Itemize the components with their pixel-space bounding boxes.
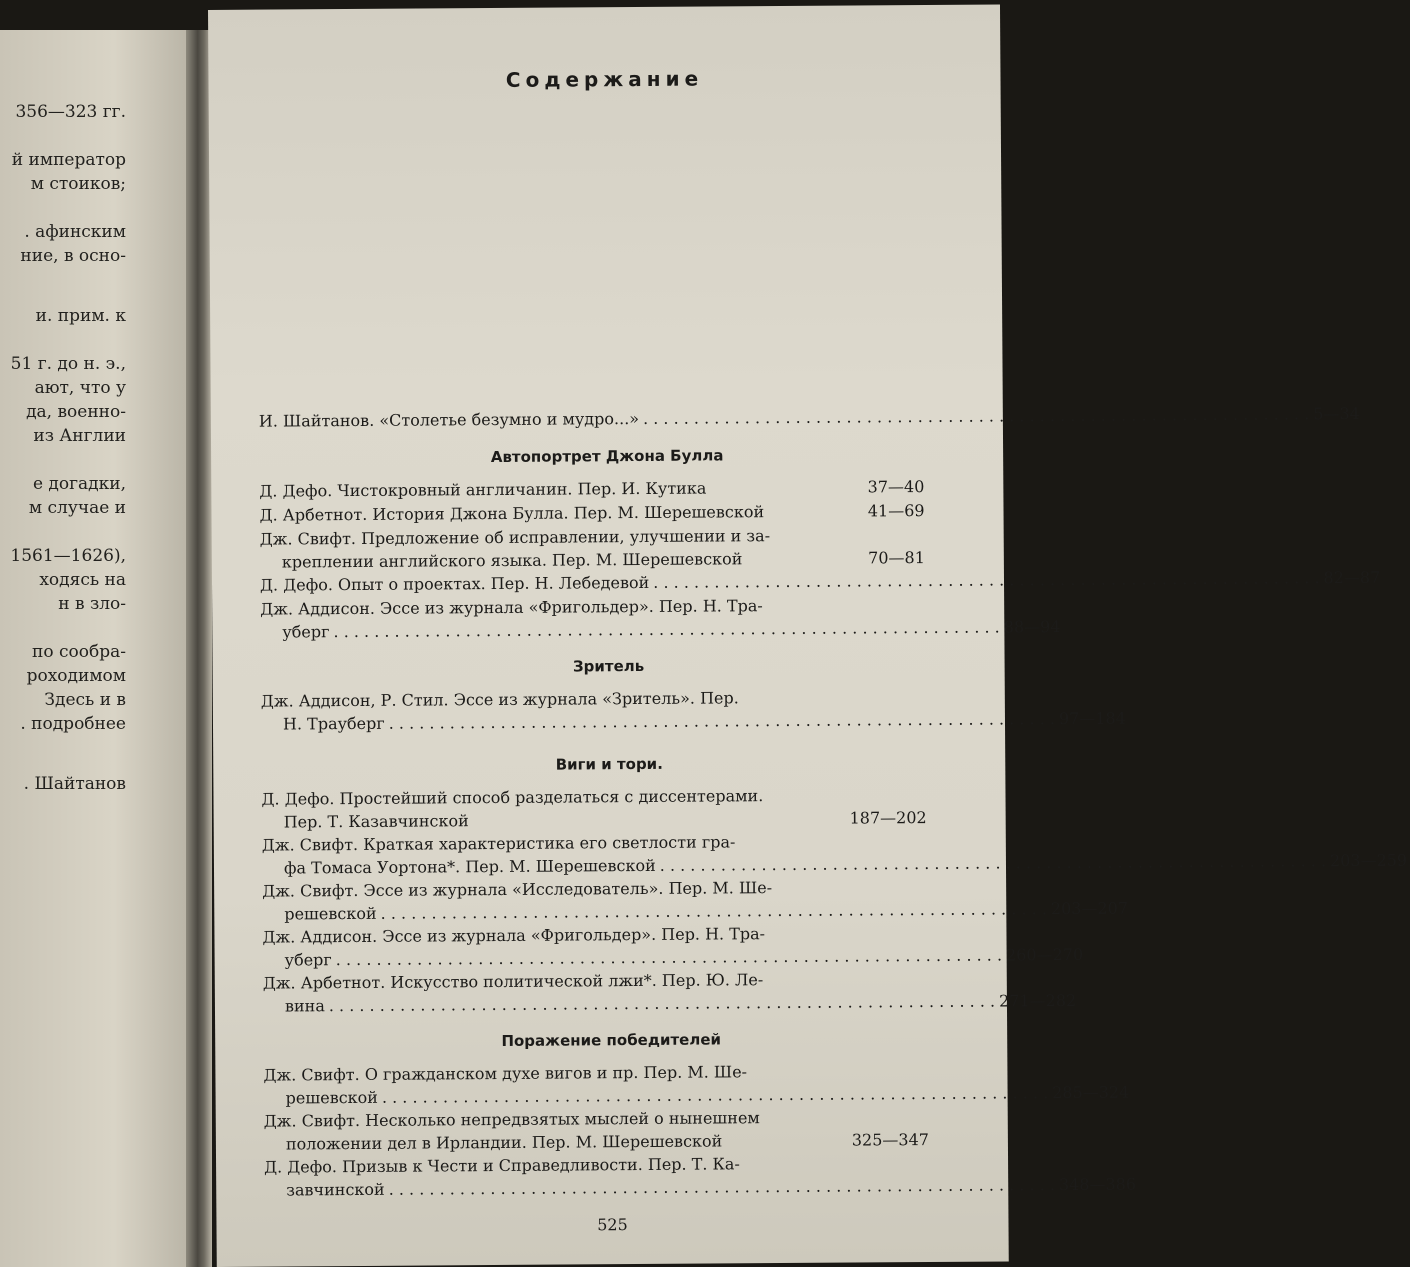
left-page-line: й император: [11, 150, 126, 170]
entry-pages: 260—270: [1005, 944, 1084, 965]
dot-leader: [381, 897, 1047, 925]
entry-text-line: Дж. Свифт. О гражданском духе вигов и пр. Пер. М. Ше-: [263, 1062, 748, 1085]
page-number: 525: [597, 1215, 628, 1235]
left-page: [0, 30, 190, 1267]
entry-text-line: Дж. Свифт. Эссе из журнала «Исследователь». Пер. М. Ше-: [262, 878, 773, 901]
book-gutter: [186, 30, 212, 1267]
dot-leader: [329, 990, 995, 1018]
leader-gap: [706, 492, 867, 493]
toc-entry: [259, 567, 1381, 597]
right-page: [208, 4, 1408, 1266]
left-page-line: . подробнее: [20, 714, 126, 734]
entry-text-line: уберг: [282, 622, 330, 642]
left-page-line: . афинским: [24, 222, 126, 242]
entry-text-line: вина: [284, 996, 325, 1016]
entry-pages: 203—259: [1329, 850, 1408, 871]
entry-text-line: положении дел в Ирландии. Пер. М. Шерешевской: [285, 1131, 723, 1154]
toc-entry: [261, 783, 926, 834]
entry-text-line: Дж. Аддисон, Р. Стил. Эссе из журнала «Зритель». Пер.: [260, 688, 739, 711]
entry-text-line: Д. Арбетнот. История Джона Булла. Пер. М. Шерешевской: [259, 502, 765, 525]
toc-entry: [260, 685, 1126, 736]
entry-pages: 187—202: [849, 808, 927, 828]
left-page-line: ают, что у: [34, 378, 126, 398]
section-heading: Виги и тори.: [555, 754, 663, 774]
entry-pages: 82—87: [1323, 567, 1381, 588]
left-page-line: м случае и: [28, 498, 126, 518]
entry-text-line: Дж. Аддисон. Эссе из журнала «Фригольдер». Пер. Н. Тра-: [260, 596, 763, 619]
entry-pages: 285—324: [1052, 1082, 1130, 1103]
intro-title: И. Шайтанов. «Столетье безумно и мудро...»: [258, 409, 640, 431]
left-page-line: ние, в осно-: [20, 246, 126, 266]
leader-gap: [469, 824, 850, 827]
section-heading: Автопортрет Джона Булла: [490, 446, 724, 467]
entry-text-line: Д. Дефо. Призыв к Чести и Справедливости. Пер. Т. Ка-: [264, 1154, 740, 1177]
toc-entry: [260, 593, 1061, 644]
toc-entry: [259, 499, 924, 527]
left-page-line: 51 г. до н. э.,: [10, 354, 126, 374]
toc-entry: [261, 829, 1408, 880]
left-page-line: по сообра-: [32, 642, 126, 662]
toc-entry: [259, 475, 924, 503]
entry-pages: 325—347: [851, 1129, 929, 1150]
entry-text-line: уберг: [284, 950, 332, 970]
dot-leader: [643, 402, 1309, 430]
entry-pages: 70—81: [868, 548, 925, 568]
toc-entry: [260, 523, 925, 574]
entry-text-line: Пер. Т. Казавчинской: [283, 811, 469, 832]
left-page-line: Здесь и в: [44, 690, 126, 710]
entry-text-line: завчинской: [286, 1179, 385, 1200]
left-page-line: из Англии: [33, 426, 126, 446]
entry-text-line: креплении английского языка. Пер. М. Шерешевской: [281, 549, 743, 572]
left-page-line: да, военно-: [26, 402, 126, 422]
section-heading: Зритель: [572, 656, 645, 676]
left-page-line: . Шайтанов: [23, 774, 126, 794]
left-page-line: н в зло-: [58, 594, 126, 614]
entry-text-line: Дж. Арбетнот. Искусство политической лжи*. Пер. Ю. Ле-: [262, 970, 764, 993]
entry-text-line: Д. Дефо. Чистокровный англичанин. Пер. И. Кутика: [259, 478, 707, 501]
entry-pages: 97—184: [1058, 708, 1126, 729]
left-page-line: м стоиков;: [30, 174, 126, 194]
intro-pages: 5—34: [1313, 403, 1360, 424]
page-title: Содержание: [505, 66, 704, 92]
left-page-line: е догадки,: [32, 474, 126, 494]
entry-pages: 88—94: [1003, 617, 1061, 637]
entry-pages: 271—282: [999, 990, 1077, 1011]
section-heading: Поражение победителей: [501, 1030, 722, 1050]
entry-pages: 41—69: [867, 501, 925, 521]
dot-leader: [389, 707, 1055, 735]
entry-text-line: Н. Трауберг: [282, 713, 385, 734]
entry-text-line: Д. Дефо. Опыт о проектах. Пер. Н. Лебедевой: [259, 572, 650, 595]
intro-entry: [258, 403, 1360, 433]
toc-entry: [264, 1105, 929, 1156]
toc-entry: [263, 1059, 1130, 1110]
dot-leader: [660, 849, 1326, 877]
dot-leader: [389, 1173, 1055, 1201]
left-page-line: 356—323 гг.: [15, 102, 126, 122]
leader-gap: [722, 1146, 852, 1147]
entry-text-line: Дж. Свифт. Несколько непредвзятых мыслей о нынешнем: [263, 1108, 760, 1131]
toc-entry: [264, 1151, 1137, 1202]
dot-leader: [382, 1081, 1048, 1109]
entry-text-line: решевской: [284, 903, 377, 924]
left-page-line: ходясь на: [39, 570, 126, 590]
leader-gap: [764, 516, 868, 517]
entry-text-line: фа Томаса Уортона*. Пер. М. Шерешевской: [283, 855, 656, 878]
left-page-line: роходимом: [26, 666, 126, 686]
left-page-line: и. прим. к: [35, 306, 126, 326]
entry-pages: 37—40: [867, 477, 925, 497]
left-page-line: 1561—1626),: [10, 546, 126, 566]
entry-text-line: решевской: [285, 1087, 378, 1108]
dot-leader: [333, 615, 999, 643]
leader-gap: [742, 563, 868, 564]
entry-pages: 348—386: [1058, 1174, 1137, 1195]
entry-text-line: Дж. Аддисон. Эссе из журнала «Фригольдер». Пер. Н. Тра-: [262, 924, 766, 947]
entry-pages: 203—207: [1050, 898, 1129, 919]
entry-text-line: Дж. Свифт. Краткая характеристика его светлости гра-: [261, 832, 736, 855]
toc-entry: [262, 875, 1129, 926]
toc-entry: [262, 967, 1077, 1018]
entry-text-line: Д. Дефо. Простейший способ разделаться с диссентерами.: [261, 786, 764, 809]
dot-leader: [653, 566, 1319, 594]
entry-text-line: Дж. Свифт. Предложение об исправлении, улучшении и за-: [259, 526, 771, 549]
toc-entry: [262, 921, 1084, 972]
